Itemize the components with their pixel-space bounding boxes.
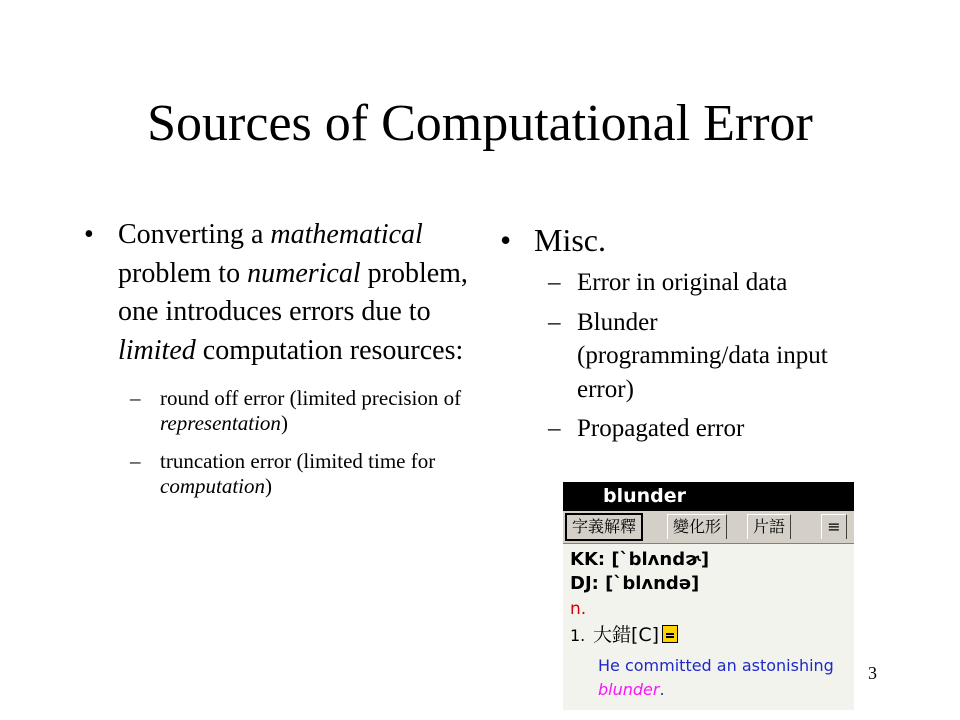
page-number: 3 — [868, 663, 877, 683]
left-column — [78, 216, 478, 512]
tab-phrases[interactable]: 片語 — [747, 514, 791, 539]
bullet-dot: • — [84, 219, 94, 250]
sense-definition: 大錯[C] — [593, 623, 678, 647]
bullet-converting: • Converting a mathematical problem to numerical problem, one introduces errors due to limited computation resources: — [78, 216, 478, 370]
tab-inflection[interactable]: 變化形 — [667, 514, 727, 539]
note-icon[interactable] — [662, 625, 678, 643]
bullet-misc: • Misc. — [500, 222, 606, 258]
example-sentence: He committed an astonishing blunder. — [598, 656, 834, 699]
dictionary-tabs — [563, 511, 854, 544]
subitem-blunder: – Blunder (programming/data input error) — [548, 308, 828, 403]
dictionary-headword: blunder — [563, 482, 854, 511]
dictionary-screenshot — [563, 482, 854, 710]
part-of-speech: n. — [570, 599, 587, 619]
dj-phonetic: DJ: [ˋblʌndə] — [570, 573, 700, 594]
tab-definition[interactable]: 字義解釋 — [565, 513, 643, 541]
right-column — [500, 220, 850, 446]
kk-phonetic: KK: [ˋblʌndɚ] — [570, 549, 710, 570]
bullet-dot: • — [500, 222, 512, 258]
subitem-original-data: – Error in original data — [548, 269, 788, 296]
tab-more[interactable]: ≡ — [821, 514, 847, 539]
subitem-truncation: – truncation error (limited time for computation) — [130, 449, 436, 498]
slide-title: Sources of Computational Error — [147, 95, 813, 152]
subitem-propagated: – Propagated error — [548, 415, 745, 442]
subitem-round-off: – round off error (limited precision of representation) — [130, 386, 462, 435]
sense-number: 1. — [570, 626, 586, 645]
